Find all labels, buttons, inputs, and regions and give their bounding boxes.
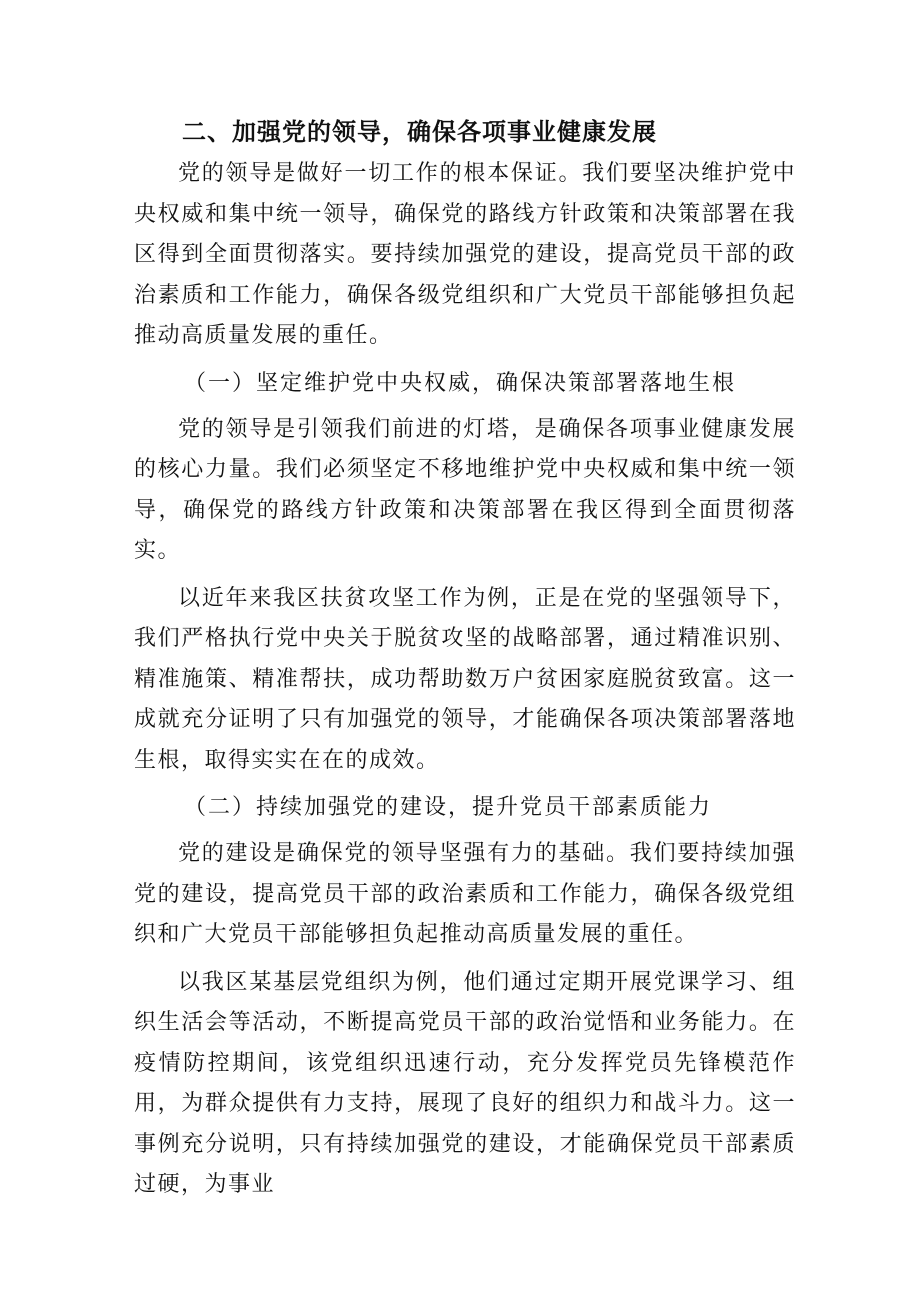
subsection-1-paragraph-1: 党的领导是引领我们前进的灯塔，是确保各项事业健康发展的核心力量。我们必须坚定不移地维护党中央权威和集中统一领导，确保党的路线方针政策和决策部署在我区得到全面贯彻落实。 [134, 416, 796, 563]
section-heading: 二、加强党的领导，确保各项事业健康发展 [182, 118, 657, 146]
subsection-2-paragraph-1: 党的建设是确保党的领导坚强有力的基础。我们要持续加强党的建设，提高党员干部的政治素质和工作能力，确保各级党组织和广大党员干部能够担负起推动高质量发展的重任。 [134, 841, 796, 947]
subsection-1-paragraph-2: 以近年来我区扶贫攻坚工作为例，正是在党的坚强领导下，我们严格执行党中央关于脱贫攻坚的战略部署，通过精准识别、精准施策、精准帮扶，成功帮助数万户贫困家庭脱贫致富。这一成就充分证明了只有加强党的领导，才能确保各项决策部署落地生根，取得实实在在的成效。 [134, 585, 796, 773]
subsection-2-paragraph-2: 以我区某基层党组织为例，他们通过定期开展党课学习、组织生活会等活动，不断提高党员干部的政治觉悟和业务能力。在疫情防控期间，该党组织迅速行动，充分发挥党员先锋模范作用，为群众提供有力支持，展现了良好的组织力和战斗力。这一事例充分说明，只有持续加强党的建设，才能确保党员干部素质过硬，为事业 [134, 969, 796, 1197]
subsection-1-heading: （一）坚定维护党中央权威，确保决策部署落地生根 [184, 370, 737, 396]
subsection-2-heading: （二）持续加强党的建设，提升党员干部素质能力 [184, 795, 713, 820]
document-body [134, 112, 796, 1213]
section-intro-paragraph: 党的领导是做好一切工作的根本保证。我们要坚决维护党中央权威和集中统一领导，确保党的路线方针政策和决策部署在我区得到全面贯彻落实。要持续加强党的建设，提高党员干部的政治素质和工作能力，确保各级党组织和广大党员干部能够担负起推动高质量发展的重任。 [134, 161, 796, 348]
